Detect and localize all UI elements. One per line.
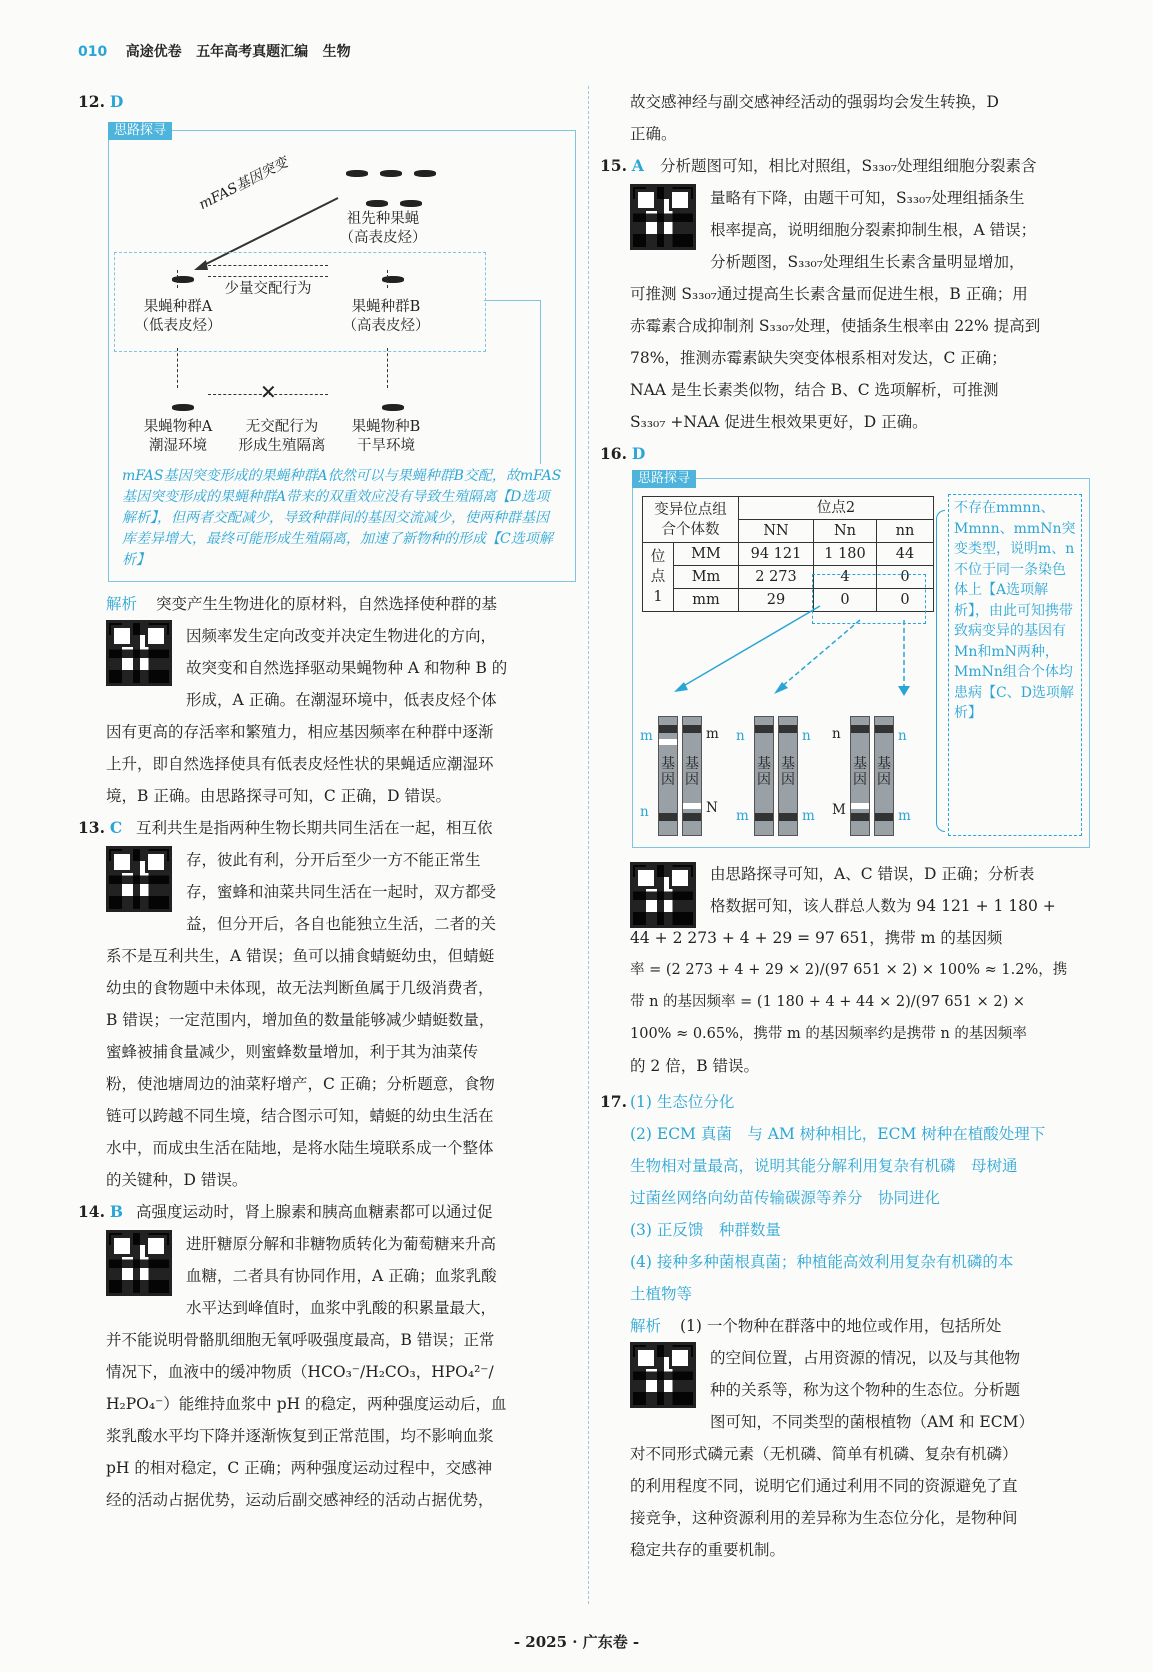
note-brace [936, 510, 945, 832]
popA-label: 果蝇种群A （低表皮烃） [134, 299, 222, 334]
q17-answer-1: (1) 生态位分化 [630, 1093, 735, 1111]
ancestor-label: 祖先种果蝇 （高表皮烃） [339, 211, 427, 246]
q15-heading: 15. A [600, 156, 644, 175]
q17-line-5: 对不同形式磷元素（无机磷、简单有机磷、复杂有机磷） [630, 1445, 1018, 1463]
table-cell: 1 180 [814, 543, 877, 566]
q12-qr-code-icon [106, 620, 172, 686]
table-col-NN: NN [739, 520, 814, 543]
q13-line-6: 幼虫的食物题中未体现，故无法判断鱼属于几级消费者， [106, 979, 494, 997]
q13-line-5: 系不是互利共生，A 错误；鱼可以捕食蜻蜓幼虫，但蜻蜓 [106, 947, 495, 965]
q15 [600, 150, 1088, 438]
q13-line-9: 粉，使池塘周边的油菜籽增产，C 正确；分析题意，食物 [106, 1075, 495, 1093]
q17-line-3: 种的关系等，称为这个物种的生态位。分析题 [710, 1381, 1021, 1399]
q12-line-6: 上升，即自然选择使具有低表皮烃性状的果蝇适应潮湿环 [106, 755, 494, 773]
q17-number: 17. [600, 1092, 627, 1111]
speciesA-arrow [177, 348, 178, 388]
q17-answer-4: 过菌丝网络向幼苗传输碳源等养分 协同进化 [630, 1189, 941, 1207]
q13-heading: 13. C [78, 818, 123, 837]
q15-line-3: 根率提高，说明细胞分裂素抑制生根，A 错误； [710, 221, 1037, 239]
no-mating-label: 无交配行为 形成生殖隔离 [238, 419, 326, 454]
ancestor-flies-icon [340, 156, 442, 188]
q14-line-3: 血糖，二者具有协同作用，A 正确；血浆乳酸 [186, 1267, 497, 1285]
q13-line-10: 链可以跨越不同生境，结合图示可知，蜻蜓的幼虫生活在 [106, 1107, 494, 1125]
q12-line-2: 因频率发生定向改变并决定生物进化的方向， [186, 627, 497, 645]
gene-label: 基 因 [853, 756, 867, 788]
q12-diagram-note: mFAS基因突变形成的果蝇种群A依然可以与果蝇种群B交配，故mFAS基因突变形成的果蝇种群A带来的双重效应没有导致生殖隔离【D选项解析】，但两者交配减少，导致种群间的基因交流减少，使两种群基因库差异增大，最终可能形成生殖隔离，加速了新物种的形成【C选项解析】 [122, 468, 562, 568]
table-row-group: 位 点 1 [643, 543, 674, 612]
allele-label: n [898, 728, 907, 744]
subject-name: 生物 [322, 44, 351, 60]
q17-answer-2: (2) ECM 真菌 与 AM 树种相比，ECM 树种在植酸处理下 [630, 1125, 1046, 1143]
q16-analysis [600, 858, 1088, 1086]
q13-line-11: 水中，而成虫生活在陆地，是将水陆生境联系成一个整体 [106, 1139, 494, 1157]
allele-label: n [832, 726, 841, 742]
popA-fly-icon [166, 262, 200, 294]
q13-qr-code-icon [106, 846, 172, 912]
table-cell: 0 [877, 589, 934, 612]
q17 [600, 1086, 1088, 1566]
q16-line-6: 100% ≈ 0.65%，携带 m 的基因频率约是携带 n 的基因频率 [630, 1026, 1027, 1042]
q17-answer-6: (4) 接种多种菌根真菌；种植能高效利用复杂有机磷的本 [630, 1253, 1014, 1271]
q17-line-6: 的利用程度不同，说明它们通过利用不同的资源避免了直 [630, 1477, 1018, 1495]
q17-line-1: (1) 一个物种在群落中的地位或作用，包括所处 [680, 1317, 1002, 1335]
left-column [78, 86, 578, 1516]
q15-line-5: 可推测 S₃₃₀₇通过提高生长素含量而促进生根，B 正确；用 [630, 285, 1028, 303]
book-name: 高途优卷 [125, 44, 182, 60]
q17-jiexi-label: 解析 [630, 1317, 662, 1335]
q17-answer-5: (3) 正反馈 种群数量 [630, 1221, 781, 1239]
table-row-mm: mm [674, 589, 739, 612]
allele-label: n [802, 728, 811, 744]
table-cell: 94 121 [739, 543, 814, 566]
q16 [600, 438, 1088, 858]
q12-diagram [78, 118, 578, 588]
q17-line-4: 图可知，不同类型的菌根植物（AM 和 ECM） [710, 1413, 1034, 1431]
q16-qr-code-icon [630, 862, 696, 928]
table-arrows [660, 598, 960, 708]
q16-line-1: 由思路探寻可知，A、C 错误，D 正确；分析表 [710, 865, 1035, 883]
speciesA-label: 果蝇物种A 潮湿环境 [143, 419, 213, 454]
allele-label: N [706, 800, 718, 816]
allele-label: m [736, 808, 749, 824]
allele-label: M [832, 802, 846, 818]
popB-label: 果蝇种群B （高表皮烃） [342, 299, 430, 334]
allele-label: n [640, 804, 649, 820]
cross-icon: ✕ [260, 380, 277, 404]
q12-line-3: 故突变和自然选择驱动果蝇物种 A 和物种 B 的 [186, 659, 508, 677]
q12-jiexi-label: 解析 [106, 595, 138, 613]
q15-line-2: 量略有下降，由题干可知，S₃₃₀₇处理组插条生 [710, 189, 1025, 207]
q17-line-8: 稳定共存的重要机制。 [630, 1541, 786, 1559]
page-number: 010 [78, 44, 108, 60]
popB-fly-icon [376, 262, 410, 294]
few-mating-arrow [208, 265, 328, 266]
q16-line-4: 率 = (2 273 + 4 + 29 × 2)/(97 651 × 2) × 100% ≈ 1.2%，携 [630, 962, 1068, 978]
q15-line-4: 分析题图，S₃₃₀₇处理组生长素含量明显增加， [710, 253, 1025, 271]
table-col-Nn: Nn [814, 520, 877, 543]
popA-arrow [177, 270, 178, 288]
q14-line-2: 进肝糖原分解和非糖物质转化为葡萄糖来升高 [186, 1235, 497, 1253]
gene-label: 基 因 [661, 756, 675, 788]
speciesB-label: 果蝇物种B 干旱环境 [351, 419, 421, 454]
gene-label: 基 因 [877, 756, 891, 788]
table-cell: 2 273 [739, 566, 814, 589]
column-divider [588, 86, 589, 1604]
q17-qr-code-icon [630, 1342, 696, 1408]
q14 [78, 1196, 578, 1516]
q15-line-6: 赤霉素合成抑制剂 S₃₃₀₇处理，使插条生根率由 22% 提高到 [630, 317, 1041, 335]
q17-answer-3: 生物相对量最高，说明其能分解利用复杂有机磷 母树通 [630, 1157, 1018, 1175]
page-header [78, 42, 361, 62]
table-cell: 0 [877, 566, 934, 589]
q14-cont-line-2: 正确。 [630, 125, 677, 143]
note-link-v [540, 300, 541, 464]
q14-continued [600, 86, 1088, 150]
q12-answer: D [109, 92, 124, 111]
q13-line-12: 的关键种，D 错误。 [106, 1171, 248, 1189]
table-corner: 变异位点组 合个体数 [643, 497, 739, 543]
q13-line-1: 互利共生是指两种生物长期共同生活在一起，相互依 [136, 819, 493, 837]
q12-line-7: 境，B 正确。由思路探寻可知，C 正确，D 错误。 [106, 787, 451, 805]
q14-heading: 14. B [78, 1202, 124, 1221]
popB-arrow [387, 270, 388, 288]
q15-line-8: NAA 是生长素类似物，结合 B、C 选项解析，可推测 [630, 381, 999, 399]
q14-line-10: 经的活动占据优势，运动后副交感神经的活动占据优势， [106, 1491, 494, 1509]
q14-cont-line-1: 故交感神经与副交感神经活动的强弱均会发生转换，D [630, 93, 999, 111]
page-footer: - 2025 · 广东卷 - [513, 1633, 640, 1651]
q14-line-1: 高强度运动时，肾上腺素和胰高血糖素都可以通过促 [136, 1203, 493, 1221]
allele-label: m [640, 728, 653, 744]
few-mating-label: 少量交配行为 [224, 281, 312, 297]
gene-label: 基 因 [781, 756, 795, 788]
q16-line-3: 44 + 2 273 + 4 + 29 = 97 651，携带 m 的基因频 [630, 929, 1003, 947]
table-cell: 4 [814, 566, 877, 589]
q15-line-9: S₃₃₀₇ +NAA 促进生根效果更好，D 正确。 [630, 413, 928, 431]
q12-number: 12. [78, 92, 105, 111]
q16-line-5: 带 n 的基因频率 = (1 180 + 4 + 44 × 2)/(97 651 × 2) × [630, 994, 1026, 1010]
table-cell: 0 [814, 589, 877, 612]
note-link [484, 300, 540, 301]
few-mating-arrow-2 [208, 276, 328, 277]
q14-line-6: 情况下，血液中的缓冲物质（HCO₃⁻/H₂CO₃，HPO₄²⁻/ [106, 1363, 494, 1381]
table-cell: 44 [877, 543, 934, 566]
q14-qr-code-icon [106, 1230, 172, 1296]
table-row-Mm: Mm [674, 566, 739, 589]
q17-line-2: 的空间位置，占用资源的情况，以及与其他物 [710, 1349, 1021, 1367]
series-name: 五年高考真题汇编 [196, 44, 309, 60]
mutation-label: mFAS基因突变 [196, 154, 291, 214]
q12-tag: 思路探寻 [108, 122, 172, 140]
q12-heading [78, 86, 578, 118]
q16-line-7: 的 2 倍，B 错误。 [630, 1057, 760, 1075]
q14-line-5: 并不能说明骨骼肌细胞无氧呼吸强度最高，B 错误；正常 [106, 1331, 495, 1349]
q17-answer-7: 土植物等 [630, 1285, 693, 1303]
table-col-nn: nn [877, 520, 934, 543]
q13-line-3: 存，蜜蜂和油菜共同生活在一起时，双方都受 [186, 883, 497, 901]
q13 [78, 812, 578, 1196]
table-col-group: 位点2 [739, 497, 934, 520]
table-row-MM: MM [674, 543, 739, 566]
q16-line-2: 格数据可知，该人群总人数为 94 121 + 1 180 + [710, 897, 1056, 915]
q14-line-4: 水平达到峰值时，血浆中乳酸的积累量最大， [186, 1299, 497, 1317]
allele-label: m [802, 808, 815, 824]
q17-line-7: 接竞争，这种资源利用的差异称为生态位分化，是物种间 [630, 1509, 1018, 1527]
q16-diagram-note: 不存在mmnn、Mmnn、mmNn突变类型，说明m、n不位于同一条染色体上【A选项解析】，由此可知携带致病变异的基因有Mn和mN两种，MmNn组合个体均患病【C、D选项解析】 [954, 500, 1076, 721]
q12-line-4: 形成，A 正确。在潮湿环境中，低表皮烃个体 [186, 691, 497, 709]
allele-label: m [706, 726, 719, 742]
q14-line-8: 浆乳酸水平均下降并逐渐恢复到正常范围，均不影响血浆 [106, 1427, 494, 1445]
q13-line-2: 存，彼此有利，分开后至少一方不能正常生 [186, 851, 481, 869]
q16-tag: 思路探寻 [632, 470, 696, 488]
q15-qr-code-icon [630, 184, 696, 250]
allele-label: m [898, 808, 911, 824]
q13-line-7: B 错误；一定范围内，增加鱼的数量能够减少蜻蜓数量， [106, 1011, 495, 1029]
speciesB-arrow [387, 348, 388, 388]
allele-label: n [736, 728, 745, 744]
gene-label: 基 因 [757, 756, 771, 788]
q12-line-1: 突变产生生物进化的原材料，自然选择使种群的基 [156, 595, 498, 613]
q14-line-9: pH 的相对稳定，C 正确；两种强度运动过程中，交感神 [106, 1459, 493, 1477]
gene-label: 基 因 [685, 756, 699, 788]
q16-heading: 16. D [600, 444, 646, 463]
table-cell: 29 [739, 589, 814, 612]
q12-line-5: 因有更高的存活率和繁殖力，相应基因频率在种群中逐渐 [106, 723, 494, 741]
q12-analysis [78, 588, 578, 812]
q15-line-7: 78%，推测赤霉素缺失突变体根系相对发达，C 正确； [630, 349, 1007, 367]
right-column [600, 86, 1088, 1566]
q15-line-1: 分析题图可知，相比对照组，S₃₃₀₇处理组细胞分裂素含 [660, 157, 1037, 175]
q13-line-8: 蜜蜂被捕食量减少，则蜜蜂数量增加，利于其为油菜传 [106, 1043, 479, 1061]
q14-line-7: H₂PO₄⁻）能维持血浆中 pH 的稳定，两种强度运动后，血 [106, 1395, 507, 1413]
q13-line-4: 益，但分开后，各自也能独立生活，二者的关 [186, 915, 497, 933]
